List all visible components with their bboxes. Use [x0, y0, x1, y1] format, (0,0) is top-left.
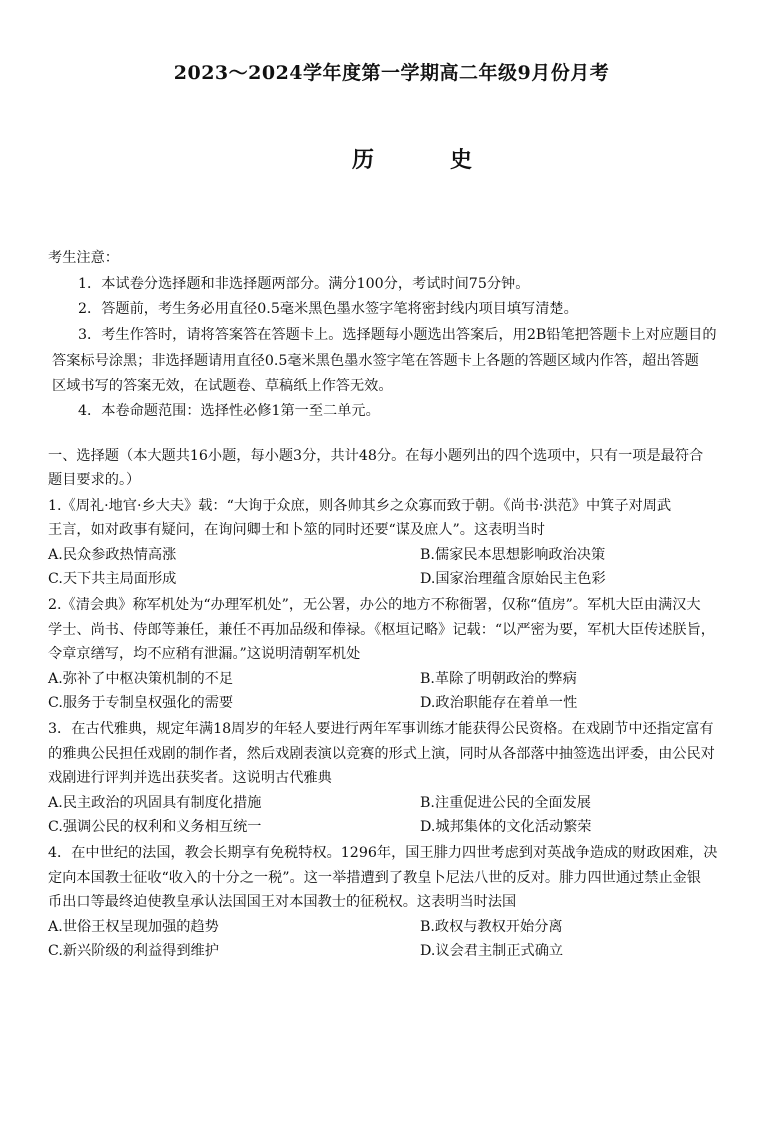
- exam-title: 2023～2024学年度第一学期高二年级9月份月考: [173, 62, 610, 84]
- subject-char-2: 史: [450, 147, 473, 173]
- section-heading-line-1: 一、选择题（本大题共16小题，每小题3分，共计48分。在每小题列出的四个选项中，只有一项是最符合: [48, 448, 704, 464]
- question-4-option-a: A.世俗王权呈现加强的趋势: [48, 919, 219, 935]
- question-3-option-b: B.注重促进公民的全面发展: [420, 795, 591, 811]
- question-2-option-a: A.弥补了中枢决策机制的不足: [48, 671, 234, 687]
- question-4-option-d: D.议会君主制正式确立: [420, 943, 564, 959]
- question-2-line-1: 2.《清会典》称军机处为“办理军机处”，无公署，办公的地方不称衙署，仅称“值房”。军机大臣由满汉大: [48, 597, 701, 613]
- notice-item-4: 4．本卷命题范围：选择性必修1第一至二单元。: [78, 403, 380, 419]
- question-3-line-2: 的雅典公民担任戏剧的制作者，然后戏剧表演以竞赛的形式上演，同时从各部落中抽签选出评委，由公民对: [48, 746, 715, 762]
- question-4-line-1: 4．在中世纪的法国，教会长期享有免税特权。1296年，国王腓力四世考虑到对英战争造成的财政困难，决: [48, 845, 718, 861]
- question-4-option-b: B.政权与教权开始分离: [420, 919, 563, 935]
- question-4-line-3: 币出口等最终迫使教皇承认法国国王对本国教士的征税权。这表明当时法国: [48, 894, 517, 910]
- question-4-option-c: C.新兴阶级的利益得到维护: [48, 943, 219, 959]
- question-2-line-3: 令章京缮写，均不应稍有泄漏。”这说明清朝军机处: [48, 646, 361, 662]
- question-4-line-2: 定向本国教士征收“收入的十分之一税”。这一举措遭到了教皇卜尼法八世的反对。腓力四世通过禁止金银: [48, 870, 701, 886]
- question-1-line-2: 王言，如对政事有疑问，在询问卿士和卜筮的同时还要“谋及庶人”。这表明当时: [48, 522, 545, 538]
- section-heading-line-2: 题目要求的。）: [48, 472, 141, 488]
- question-2-option-d: D.政治职能存在着单一性: [420, 695, 578, 711]
- question-1-line-1: 1.《周礼·地官·乡大夫》载：“大询于众庶，则各帅其乡之众寡而致于朝。《尚书·洪范》中箕子对周武: [48, 498, 672, 514]
- notice-item-3-line-1: 3．考生作答时，请将答案答在答题卡上。选择题每小题选出答案后，用2B铅笔把答题卡上对应题目的: [78, 327, 717, 343]
- notice-item-3-line-2: 答案标号涂黑；非选择题请用直径0.5毫米黑色墨水签字笔在答题卡上各题的答题区域内作答，超出答题: [52, 353, 699, 369]
- question-2-line-2: 学士、尚书、侍郎等兼任，兼任不再加品级和俸禄。《枢垣记略》记载：“以严密为要，军机大臣传述朕旨，: [48, 622, 715, 638]
- question-1-option-d: D.国家治理蕴含原始民主色彩: [420, 571, 606, 587]
- question-3-line-1: 3．在古代雅典，规定年满18周岁的年轻人要进行两年军事训练才能获得公民资格。在戏剧节中还指定富有: [48, 721, 714, 737]
- question-1-option-a: A.民众参政热情高涨: [48, 547, 177, 563]
- question-1-option-b: B.儒家民本思想影响政治决策: [420, 547, 606, 563]
- question-1-option-c: C.天下共主局面形成: [48, 571, 177, 587]
- question-3-option-a: A.民主政治的巩固具有制度化措施: [48, 795, 262, 811]
- notice-item-3-line-3: 区域书写的答案无效，在试题卷、草稿纸上作答无效。: [52, 378, 393, 394]
- subject-char-1: 历: [352, 147, 375, 173]
- notice-heading: 考生注意：: [48, 250, 119, 266]
- question-2-option-b: B.革除了明朝政治的弊病: [420, 671, 577, 687]
- question-3-option-c: C.强调公民的权利和义务相互统一: [48, 819, 262, 835]
- question-3-line-3: 戏剧进行评判并选出获奖者。这说明古代雅典: [48, 770, 332, 786]
- question-3-option-d: D.城邦集体的文化活动繁荣: [420, 819, 592, 835]
- notice-item-2: 2．答题前，考生务必用直径0.5毫米黑色墨水签字笔将密封线内项目填写清楚。: [78, 301, 578, 317]
- question-2-option-c: C.服务于专制皇权强化的需要: [48, 695, 234, 711]
- notice-item-1: 1．本试卷分选择题和非选择题两部分。满分100分，考试时间75分钟。: [78, 276, 530, 292]
